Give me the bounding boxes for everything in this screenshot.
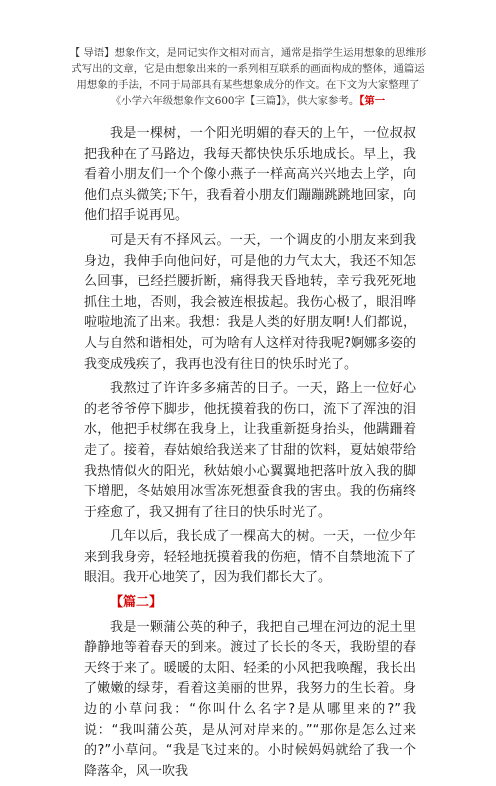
section-2-heading: 【篇二】	[110, 595, 163, 611]
article-body	[84, 124, 416, 786]
paragraph-5: 我是一颗蒲公英的种子，我把自己埋在河边的泥土里静静地等着春天的到来。渡过了长长的冬天，我盼望的春天终于来了。暖暖的太阳、轻柔的小风把我唤醒，我长出了嫩嫩的绿芽，看着这美丽的世界，我努力的生长着。身边的小草问我：“你叫什么名字?是从哪里来的?”我说：“我叫蒲公英，是从河对岸来的。”“那你是怎么过来的?”小草问。“我是飞过来的。小时候妈妈就给了我一个降落伞，风一吹我	[84, 619, 416, 779]
paragraph-4: 几年以后，我长成了一棵高大的树。一天，一位少年来到我身旁，轻轻地抚摸着我的伤疤，情不自禁地流下了眼泪。我开心地笑了，因为我们都长大了。	[84, 529, 416, 586]
guide-line-4	[62, 93, 434, 109]
guide-line-4-text: 《小学六年级想象作文600字【三篇】》，供大家参考。	[110, 95, 360, 107]
guide-line-3: 用想象的手法，不同于局部具有某些想象成分的作文。在下文为大家整理了	[76, 79, 420, 91]
guide-line-2: 式写出的文章，它是由想象出来的一系列相互联系的画面构成的整体，通篇运	[71, 63, 425, 75]
paragraph-2: 可是天有不择风云。一天，一个调皮的小朋友来到我身边，我伸手向他问好，可是他的力气太大，我还不知怎么回事，已经拦腰折断，痛得我天昏地转，幸亏我死死地抓住土地，否则，我会被连根拔起。我伤心极了，眼泪哗啦啦地流了出来。我想：我是人类的好朋友啊!人们都说，人与自然和谐相处，可为啥有人这样对待我呢?婀娜多姿的我变成残疾了，我再也没有往日的快乐时光了。	[84, 232, 416, 372]
guide-intro	[62, 45, 434, 109]
section-1-heading: 【第一	[359, 95, 386, 107]
paragraph-3: 我熬过了许许多多痛苦的日子。一天，路上一位好心的老爷爷停下脚步，他抚摸着我的伤口，流下了浑浊的泪水，他把手杖绑在我身上，让我重新挺身抬头，他蹒跚着走了。接着，春姑娘给我送来了甘甜的饮料，夏姑娘带给我热情似火的阳光，秋姑娘小心翼翼地把落叶放入我的脚下增肥，冬姑娘用冰雪冻死想蚕食我的害虫。我的伤痛终于痊愈了，我又拥有了往日的快乐时光了。	[84, 381, 416, 520]
paragraph-1: 我是一棵树，一个阳光明媚的春天的上午，一位叔叔把我种在了马路边，我每天都快快乐乐地成长。早上，我看着小朋友们一个个像小燕子一样高高兴兴地去上学，向他们点头微笑;下午，我看着小朋友们蹦蹦跳跳地回家，向他们招手说再见。	[84, 126, 416, 224]
guide-line-1: 【 导语】想象作文，是同记实作文相对而言，通常是指学生运用想象的思维形	[69, 47, 427, 59]
